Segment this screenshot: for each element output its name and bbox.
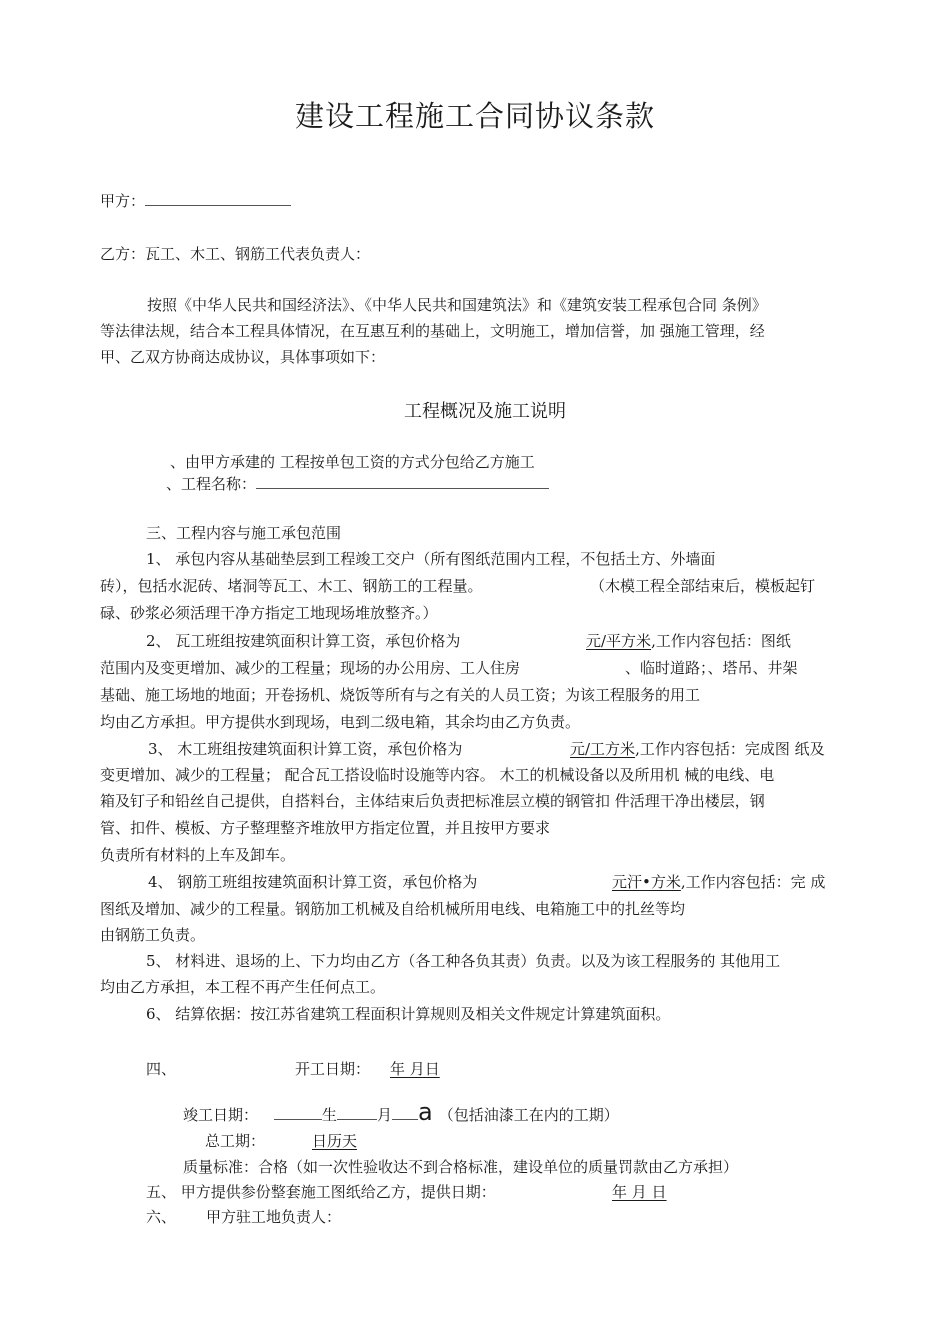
- item-3-post: ,工作内容包括：完成图 纸及: [635, 740, 825, 758]
- end-year-blank[interactable]: [274, 1105, 322, 1120]
- end-day-blank[interactable]: [392, 1105, 418, 1120]
- end-a-glyph: a: [418, 1098, 433, 1126]
- end-month-blank[interactable]: [337, 1105, 377, 1120]
- item-4-rate: [612, 872, 825, 892]
- item-2-line-4: 均由乙方承担。甲方提供水到现场，电到二级电箱，其余均由乙方负责。: [100, 713, 581, 731]
- item-2-line-2b: 、临时道路；、塔吊、井架: [625, 659, 798, 677]
- party-a-blank[interactable]: [145, 191, 291, 206]
- section-6-line: 甲方驻工地负责人：: [206, 1208, 342, 1226]
- document-title: 建设工程施工合同协议条款: [294, 99, 655, 133]
- total-period-text: 日历天: [312, 1132, 358, 1150]
- start-date-label: 开工日期：: [295, 1060, 371, 1078]
- end-date-line: [183, 1098, 619, 1126]
- party-a-line: [100, 191, 291, 211]
- quality-standard-line: 质量标准：合格（如一次性验收达不到合格标准，建设单位的质量罚款由乙方承担）: [183, 1158, 739, 1176]
- project-name-label: 、工程名称：: [166, 475, 257, 493]
- item-1-line-2: 砖），包括水泥砖、堵洞等瓦工、木工、钢筋工的工程量。: [100, 577, 483, 595]
- section-5-line: 五、 甲方提供参份整套施工图纸给乙方，提供日期：: [146, 1183, 496, 1201]
- item-3-rate: [570, 739, 825, 759]
- item-2-line-3: 基础、施工场地的地面；开卷扬机、烧饭等所有与之有关的人员工资；为该工程服务的用工: [100, 686, 701, 704]
- project-name-line: [166, 474, 549, 494]
- item-2-post: ,工作内容包括：图纸: [651, 632, 791, 650]
- end-sheng: 生: [322, 1106, 338, 1124]
- item-5-line-1: 5、 材料进、退场的上、下力均由乙方（各工种各负其责）负责。以及为该工程服务的 其他用工: [146, 952, 781, 970]
- item-1-line-3: 碌、砂浆必须活理干净方指定工地现场堆放整齐。）: [100, 604, 438, 622]
- total-period-label: 总工期：: [205, 1132, 266, 1150]
- item-4-unit: 元汗•方米: [612, 873, 681, 891]
- item-5-line-2: 均由乙方承担，本工程不再产生任何点工。: [100, 978, 386, 996]
- section-6-num: 六、: [146, 1208, 177, 1226]
- item-2-line-2: 范围内及变更增加、减少的工程量；现场的办公用房、工人住房: [100, 659, 521, 677]
- intro-line-3: 甲、乙双方协商达成协议，具体事项如下：: [100, 348, 386, 366]
- intro-line-2: 等法律法规，结合本工程具体情况，在互惠互利的基础上，文明施工，增加信誉，加 强施工管理，经: [100, 322, 765, 340]
- item-3-unit: 元/工方米: [570, 740, 636, 758]
- section-1-line: 、由甲方承建的 工程按单包工资的方式分包给乙方施工: [170, 453, 535, 471]
- start-date-text: 年 月日: [390, 1060, 440, 1078]
- start-date-value: [390, 1059, 440, 1079]
- item-1-line-1: 1、 承包内容从基础垫层到工程竣工交户（所有图纸范围内工程，不包括土方、外墙面: [146, 550, 716, 568]
- item-3-line-5: 负责所有材料的上车及卸车。: [100, 846, 296, 864]
- item-4-line-1: 4、 钢筋工班组按建筑面积计算工资，承包价格为: [148, 873, 478, 891]
- item-3-line-1: 3、 木工班组按建筑面积计算工资，承包价格为: [148, 740, 463, 758]
- party-b-line: 乙方：瓦工、木工、钢筋工代表负责人：: [100, 245, 371, 263]
- item-2-rate: [586, 631, 791, 651]
- item-2-unit: 元/平方米: [586, 632, 652, 650]
- end-date-note: （包括油漆工在内的工期）: [438, 1106, 619, 1124]
- project-name-blank[interactable]: [256, 474, 549, 489]
- item-1-line-2b: （木模工程全部结束后，模板起钉: [590, 577, 816, 595]
- section-4-num: 四、: [146, 1060, 177, 1078]
- section-5-date-text: 年 月 日: [612, 1183, 667, 1201]
- item-3-line-4: 管、扣件、模板、方子整理整齐堆放甲方指定位置，并且按甲方要求: [100, 819, 551, 837]
- end-yue: 月: [377, 1106, 393, 1124]
- item-3-line-3: 箱及钉子和铅丝自己提供，自搭料台，主体结束后负责把标准层立模的钢管扣 件活理干净出楼层，钢: [100, 792, 765, 810]
- section-title: 工程概况及施工说明: [404, 401, 566, 422]
- intro-line-1: 按照《中华人民共和国经济法》、《中华人民共和国建筑法》和《建筑安装工程承包合同 条例》: [147, 296, 767, 314]
- item-4-line-2: 图纸及增加、减少的工程量。钢筋加工机械及自给机械所用电线、电箱施工中的扎丝等均: [100, 900, 686, 918]
- party-a-label: 甲方：: [100, 192, 146, 210]
- total-period-value: [312, 1131, 357, 1151]
- item-2-line-1: 2、 瓦工班组按建筑面积计算工资，承包价格为: [146, 632, 461, 650]
- section-3-title: 三、工程内容与施工承包范围: [146, 524, 342, 542]
- item-6-line: 6、 结算依据：按江苏省建筑工程面积计算规则及相关文件规定计算建筑面积。: [146, 1005, 671, 1023]
- item-4-line-3: 由钢筋工负责。: [100, 926, 206, 944]
- item-4-post: ,工作内容包括：完 成: [680, 873, 826, 891]
- end-date-label: 竣工日期：: [183, 1106, 259, 1124]
- section-5-date: [612, 1182, 667, 1202]
- item-3-line-2: 变更增加、减少的工程量； 配合瓦工搭设临时设施等内容。 木工的机械设备以及所用机 械的电线、电: [100, 766, 775, 784]
